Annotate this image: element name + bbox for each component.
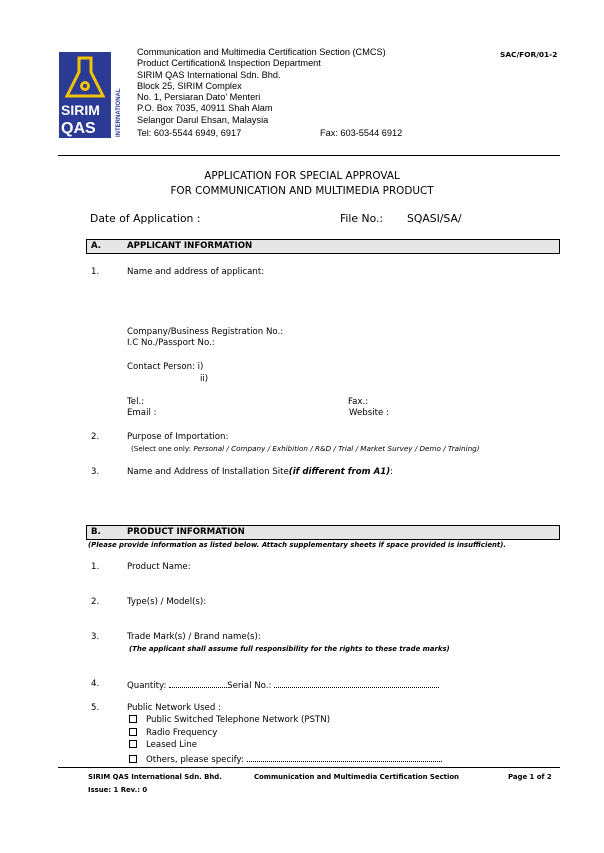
- question-number: 3.: [91, 632, 100, 642]
- question-number: 1.: [91, 267, 100, 277]
- quantity-serial-row: [127, 679, 439, 691]
- question-number: 2.: [91, 432, 100, 442]
- section-b-header: [86, 525, 560, 540]
- date-of-application-label: Date of Application :: [90, 212, 201, 225]
- section-letter: B.: [91, 527, 101, 537]
- applicant-name-address-label: Name and address of applicant:: [127, 267, 265, 277]
- question-number: 2.: [91, 597, 100, 607]
- section-a-header: [86, 239, 560, 254]
- tel-label: Tel.:: [127, 397, 145, 407]
- type-model-label: Type(s) / Model(s):: [127, 597, 207, 607]
- product-name-label: Product Name:: [127, 562, 191, 572]
- address-line: Communication and Multimedia Certification Section (CMCS): [137, 47, 386, 57]
- network-option-radio[interactable]: [129, 728, 217, 738]
- form-code: SAC/FOR/01-2: [500, 50, 558, 59]
- network-option-label: Radio Frequency: [146, 728, 218, 738]
- address-line: No. 1, Persiaran Dato' Menteri: [137, 92, 261, 103]
- footer-page-number: Page 1 of 2: [508, 773, 552, 781]
- network-option-label: Others, please specify:: [146, 755, 244, 765]
- logo-text-international: INTERNATIONAL: [116, 88, 122, 137]
- purpose-select-prefix: (Select one only:: [131, 444, 192, 453]
- trade-mark-label: Trade Mark(s) / Brand name(s):: [127, 632, 261, 642]
- purpose-of-importation-label: Purpose of Importation:: [127, 432, 229, 442]
- email-label: Email :: [127, 408, 157, 418]
- serial-no-field[interactable]: [274, 679, 439, 688]
- contact-person-label: Contact Person: i): [127, 362, 204, 372]
- page-title: APPLICATION FOR SPECIAL APPROVAL: [204, 170, 400, 182]
- ic-passport-label: I.C No./Passport No.:: [127, 338, 215, 348]
- fax-line: Fax: 603-5544 6912: [320, 128, 403, 138]
- logo-text-qas: QAS: [61, 120, 96, 137]
- checkbox[interactable]: [129, 755, 137, 763]
- website-label: Website :: [349, 408, 389, 418]
- checkbox[interactable]: [129, 740, 137, 748]
- purpose-option-list: Personal / Company / Exhibition / R&D / Trial / Market Survey / Demo / Training): [193, 444, 480, 453]
- question-number: 4.: [91, 679, 100, 689]
- question-number: 3.: [91, 467, 100, 477]
- section-heading: APPLICANT INFORMATION: [127, 241, 253, 251]
- network-option-leased[interactable]: [129, 740, 197, 750]
- checkbox[interactable]: [129, 715, 137, 723]
- company-registration-label: Company/Business Registration No.:: [127, 327, 284, 337]
- address-line: Selangor Darul Ehsan, Malaysia: [137, 114, 269, 125]
- question-number: 5.: [91, 703, 100, 713]
- footer-section: Communication and Multimedia Certification Section: [254, 773, 459, 781]
- address-line: SIRIM QAS International Sdn. Bhd.: [137, 69, 281, 80]
- public-network-label: Public Network Used :: [127, 703, 221, 713]
- others-specify-field[interactable]: [247, 753, 442, 762]
- header-divider: [58, 155, 560, 156]
- address-line: Product Certification& Inspection Department: [137, 58, 321, 69]
- address-block: [137, 47, 386, 126]
- section-heading: PRODUCT INFORMATION: [127, 527, 245, 537]
- network-option-label: Leased Line: [146, 740, 198, 750]
- serial-no-label: Serial No.:: [227, 681, 272, 691]
- quantity-label: Quantity:: [127, 681, 167, 691]
- question-number: 1.: [91, 562, 100, 572]
- section-letter: A.: [91, 241, 102, 251]
- installation-site-colon: :: [390, 467, 394, 477]
- contact-person-ii-label: ii): [200, 374, 209, 384]
- installation-site-label: [127, 467, 393, 477]
- purpose-options: [131, 444, 480, 453]
- logo-text-sirim: SIRIM: [61, 102, 100, 118]
- address-line: P.O. Box 7035, 40911 Shah Alam: [137, 103, 273, 114]
- fax-label: Fax.:: [348, 397, 369, 407]
- file-no-label: File No.:: [340, 212, 384, 225]
- file-no-value: SQASI/SA/: [407, 212, 462, 225]
- installation-site-text: Name and Address of Installation Site: [127, 467, 289, 477]
- footer-issue: Issue: 1 Rev.: 0: [88, 786, 148, 794]
- footer-divider: [58, 767, 560, 768]
- tel-line: Tel: 603-5544 6949, 6917: [137, 128, 242, 138]
- network-option-label: Public Switched Telephone Network (PSTN): [146, 715, 331, 725]
- trade-mark-note: (The applicant shall assume full responsibility for the rights to these trade marks): [129, 645, 450, 653]
- installation-site-note: (if different from A1): [288, 467, 391, 477]
- section-b-note: (Please provide information as listed below. Attach supplementary sheets if space provided is insufficient).: [88, 541, 506, 549]
- page-subtitle: FOR COMMUNICATION AND MULTIMEDIA PRODUCT: [170, 185, 434, 197]
- quantity-field[interactable]: [169, 679, 227, 688]
- footer-company: SIRIM QAS International Sdn. Bhd.: [88, 773, 222, 781]
- network-option-pstn[interactable]: [129, 715, 330, 725]
- network-option-others[interactable]: [129, 753, 442, 765]
- address-line: Block 25, SIRIM Complex: [137, 80, 242, 91]
- sirim-qas-logo: [59, 52, 121, 138]
- checkbox[interactable]: [129, 728, 137, 736]
